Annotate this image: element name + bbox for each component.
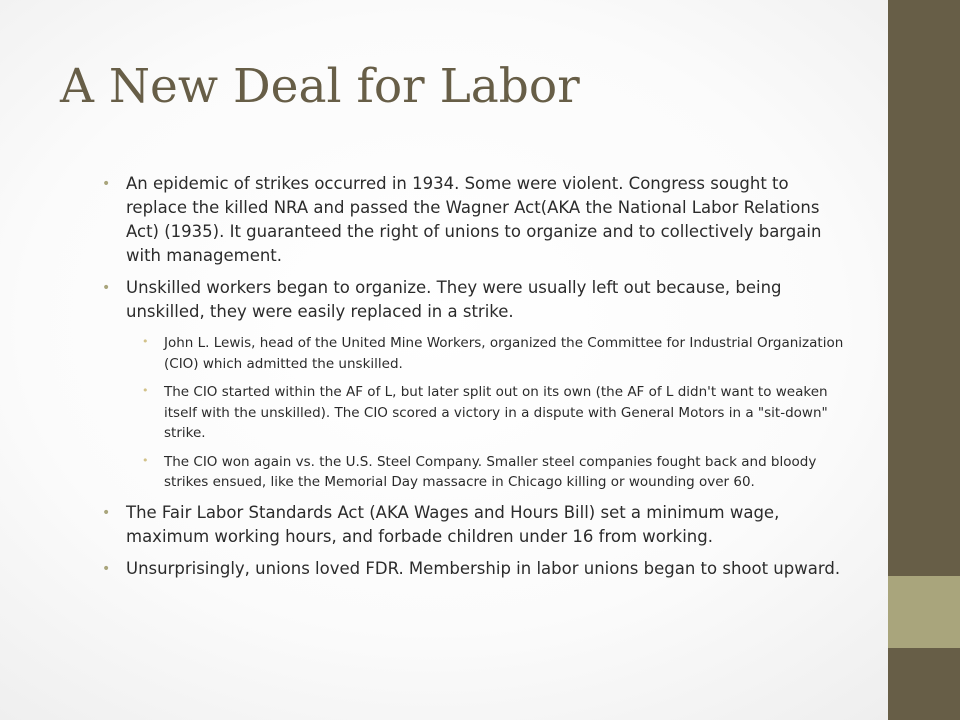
sub-bullet-dot-icon: • — [142, 453, 149, 467]
slide-title: A New Deal for Labor — [60, 59, 580, 114]
bullet-text: An epidemic of strikes occurred in 1934. Some were violent. Congress sought to replace the killed NRA and passed the Wagner Act(AKA the National Labor Relations Act) (1935). It guaranteed the right of unions to organize and to collectively bargain with management. — [126, 174, 822, 265]
side-accent-block — [888, 576, 960, 648]
sub-bullet-item — [126, 452, 850, 493]
bullet-dot-icon: • — [102, 176, 111, 192]
bullet-text: Unsurprisingly, unions loved FDR. Membership in labor unions began to shoot upward. — [126, 558, 841, 578]
sub-bullet-item — [126, 382, 850, 444]
bullet-dot-icon: • — [102, 504, 111, 521]
bullet-item — [100, 276, 850, 493]
sub-bullet-text: John L. Lewis, head of the United Mine Workers, organized the Committee for Industrial Organization (CIO) which admitted the unskilled. — [164, 335, 844, 372]
bullet-item — [100, 557, 850, 581]
sub-bullet-dot-icon: • — [142, 335, 149, 348]
bullet-item — [100, 501, 850, 549]
sub-bullet-item — [126, 333, 850, 374]
bullet-text: The Fair Labor Standards Act (AKA Wages and Hours Bill) set a minimum wage, maximum working hours, and forbade children under 16 from working. — [126, 502, 780, 546]
bullet-list — [100, 172, 850, 581]
sub-bullet-text: The CIO started within the AF of L, but later split out on its own (the AF of L didn't want to weaken itself with the unskilled). The CIO scored a victory in a dispute with General Motors in a "sit-down" strike. — [164, 384, 828, 441]
sub-bullet-dot-icon: • — [142, 384, 149, 397]
bullet-item — [100, 172, 850, 268]
bullet-dot-icon: • — [102, 560, 111, 577]
bullet-dot-icon: • — [102, 280, 111, 296]
sub-bullet-list — [126, 333, 850, 493]
sub-bullet-text: The CIO won again vs. the U.S. Steel Company. Smaller steel companies fought back and bloody strikes ensued, like the Memorial Day massacre in Chicago killing or wounding over 60. — [164, 453, 817, 490]
bullet-text: Unskilled workers began to organize. They were usually left out because, being unskilled, they were easily replaced in a strike. — [126, 278, 782, 321]
slide-content — [100, 172, 850, 589]
